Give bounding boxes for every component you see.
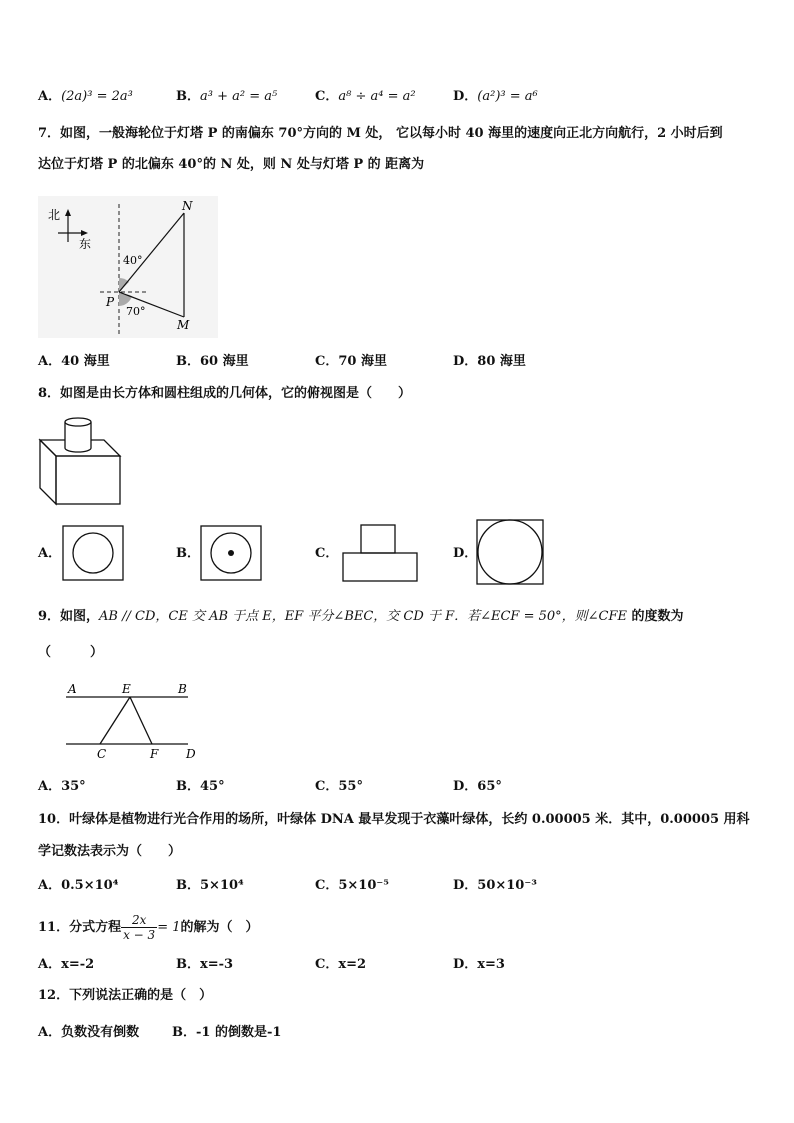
q8-solid-figure	[36, 414, 126, 506]
q7-stem-line2: 达位于灯塔 P 的北偏东 40°的 N 处，则 N 处与灯塔 P 的 距离为	[38, 157, 425, 172]
q9-stem-line2: （ ）	[38, 645, 104, 660]
q12-stem: 12．下列说法正确的是（ ）	[38, 988, 213, 1003]
q8-option-a-label: A．	[38, 546, 62, 561]
q9-option-b: B．45°	[176, 779, 225, 794]
q8-option-b-figure	[200, 525, 262, 581]
q9-stem-line1: 9．如图，AB // CD，CE 交 AB 于点 E，EF 平分∠BEC，交 CD 于 F．若∠ECF = 50°，则∠CFE 的度数为	[38, 609, 684, 624]
point-f-label: F	[150, 747, 159, 761]
q12-option-b: B．-1 的倒数是-1	[172, 1025, 282, 1040]
q9-option-a: A．35°	[38, 779, 86, 794]
q10-stem-line1: 10．叶绿体是植物进行光合作用的场所，叶绿体 DNA 最早发现于衣藻叶绿体，长约 0.00005 米．其中，0.00005 用科	[38, 812, 750, 827]
q6-option-b: B．a³ + a² = a⁵	[176, 89, 278, 104]
north-label: 北	[48, 208, 61, 222]
q6-option-c: C．a⁸ ÷ a⁴ = a²	[315, 89, 416, 104]
angle-40-label: 40°	[123, 254, 143, 267]
q10-stem-line2: 学记数法表示为（ ）	[38, 844, 182, 859]
q11-option-b: B．x=-3	[176, 957, 234, 972]
q11-option-a: A．x=-2	[38, 957, 95, 972]
angle-70-label: 70°	[126, 305, 146, 318]
q8-option-b-label: B．	[176, 546, 200, 561]
point-m-label: M	[177, 318, 190, 332]
q7-option-a: A．40 海里	[38, 354, 110, 369]
q8-stem: 8．如图是由长方体和圆柱组成的几何体，它的俯视图是（ ）	[38, 386, 412, 401]
q11-option-c: C．x=2	[315, 957, 367, 972]
q9-option-c: C．55°	[315, 779, 363, 794]
q10-option-d: D．50×10⁻³	[453, 878, 537, 893]
point-b-label: B	[178, 682, 187, 696]
q11-fraction: $\frac{2x}{x - 3}$	[123, 913, 156, 942]
point-a-label: A	[68, 682, 77, 696]
q8-option-d-label: D．	[453, 546, 478, 561]
q12-option-a: A．负数没有倒数	[38, 1025, 140, 1040]
q10-option-b: B．5×10⁴	[176, 878, 244, 893]
q9-figure	[60, 678, 204, 764]
q8-option-a-figure	[62, 525, 124, 581]
q7-option-d: D．80 海里	[453, 354, 526, 369]
q7-option-b: B．60 海里	[176, 354, 249, 369]
q8-option-c-label: C．	[315, 546, 339, 561]
q7-option-c: C．70 海里	[315, 354, 387, 369]
east-label: 东	[79, 237, 92, 251]
q7-stem-line1: 7．如图，一般海轮位于灯塔 P 的南偏东 70°方向的 M 处， 它以每小时 40 海里的速度向正北方向航行，2 小时后到	[38, 126, 723, 141]
q8-option-c-figure	[342, 524, 420, 584]
q11-stem: 11．分式方程 $\frac{2x}{x - 3}$ = 1的解为（ ）	[38, 913, 259, 942]
q10-option-a: A．0.5×10⁴	[38, 878, 119, 893]
point-e-label: E	[122, 682, 131, 696]
q10-option-c: C．5×10⁻⁵	[315, 878, 389, 893]
point-p-label: P	[106, 295, 115, 309]
q11-option-d: D．x=3	[453, 957, 505, 972]
q7-figure	[38, 196, 218, 338]
point-d-label: D	[186, 747, 196, 761]
q8-option-d-figure	[476, 519, 546, 587]
q9-option-d: D．65°	[453, 779, 502, 794]
point-c-label: C	[97, 747, 107, 761]
q6-option-a: A．(2a)³ = 2a³	[38, 89, 133, 104]
point-n-label: N	[182, 199, 193, 213]
q6-option-d: D．(a²)³ = a⁶	[453, 89, 538, 104]
